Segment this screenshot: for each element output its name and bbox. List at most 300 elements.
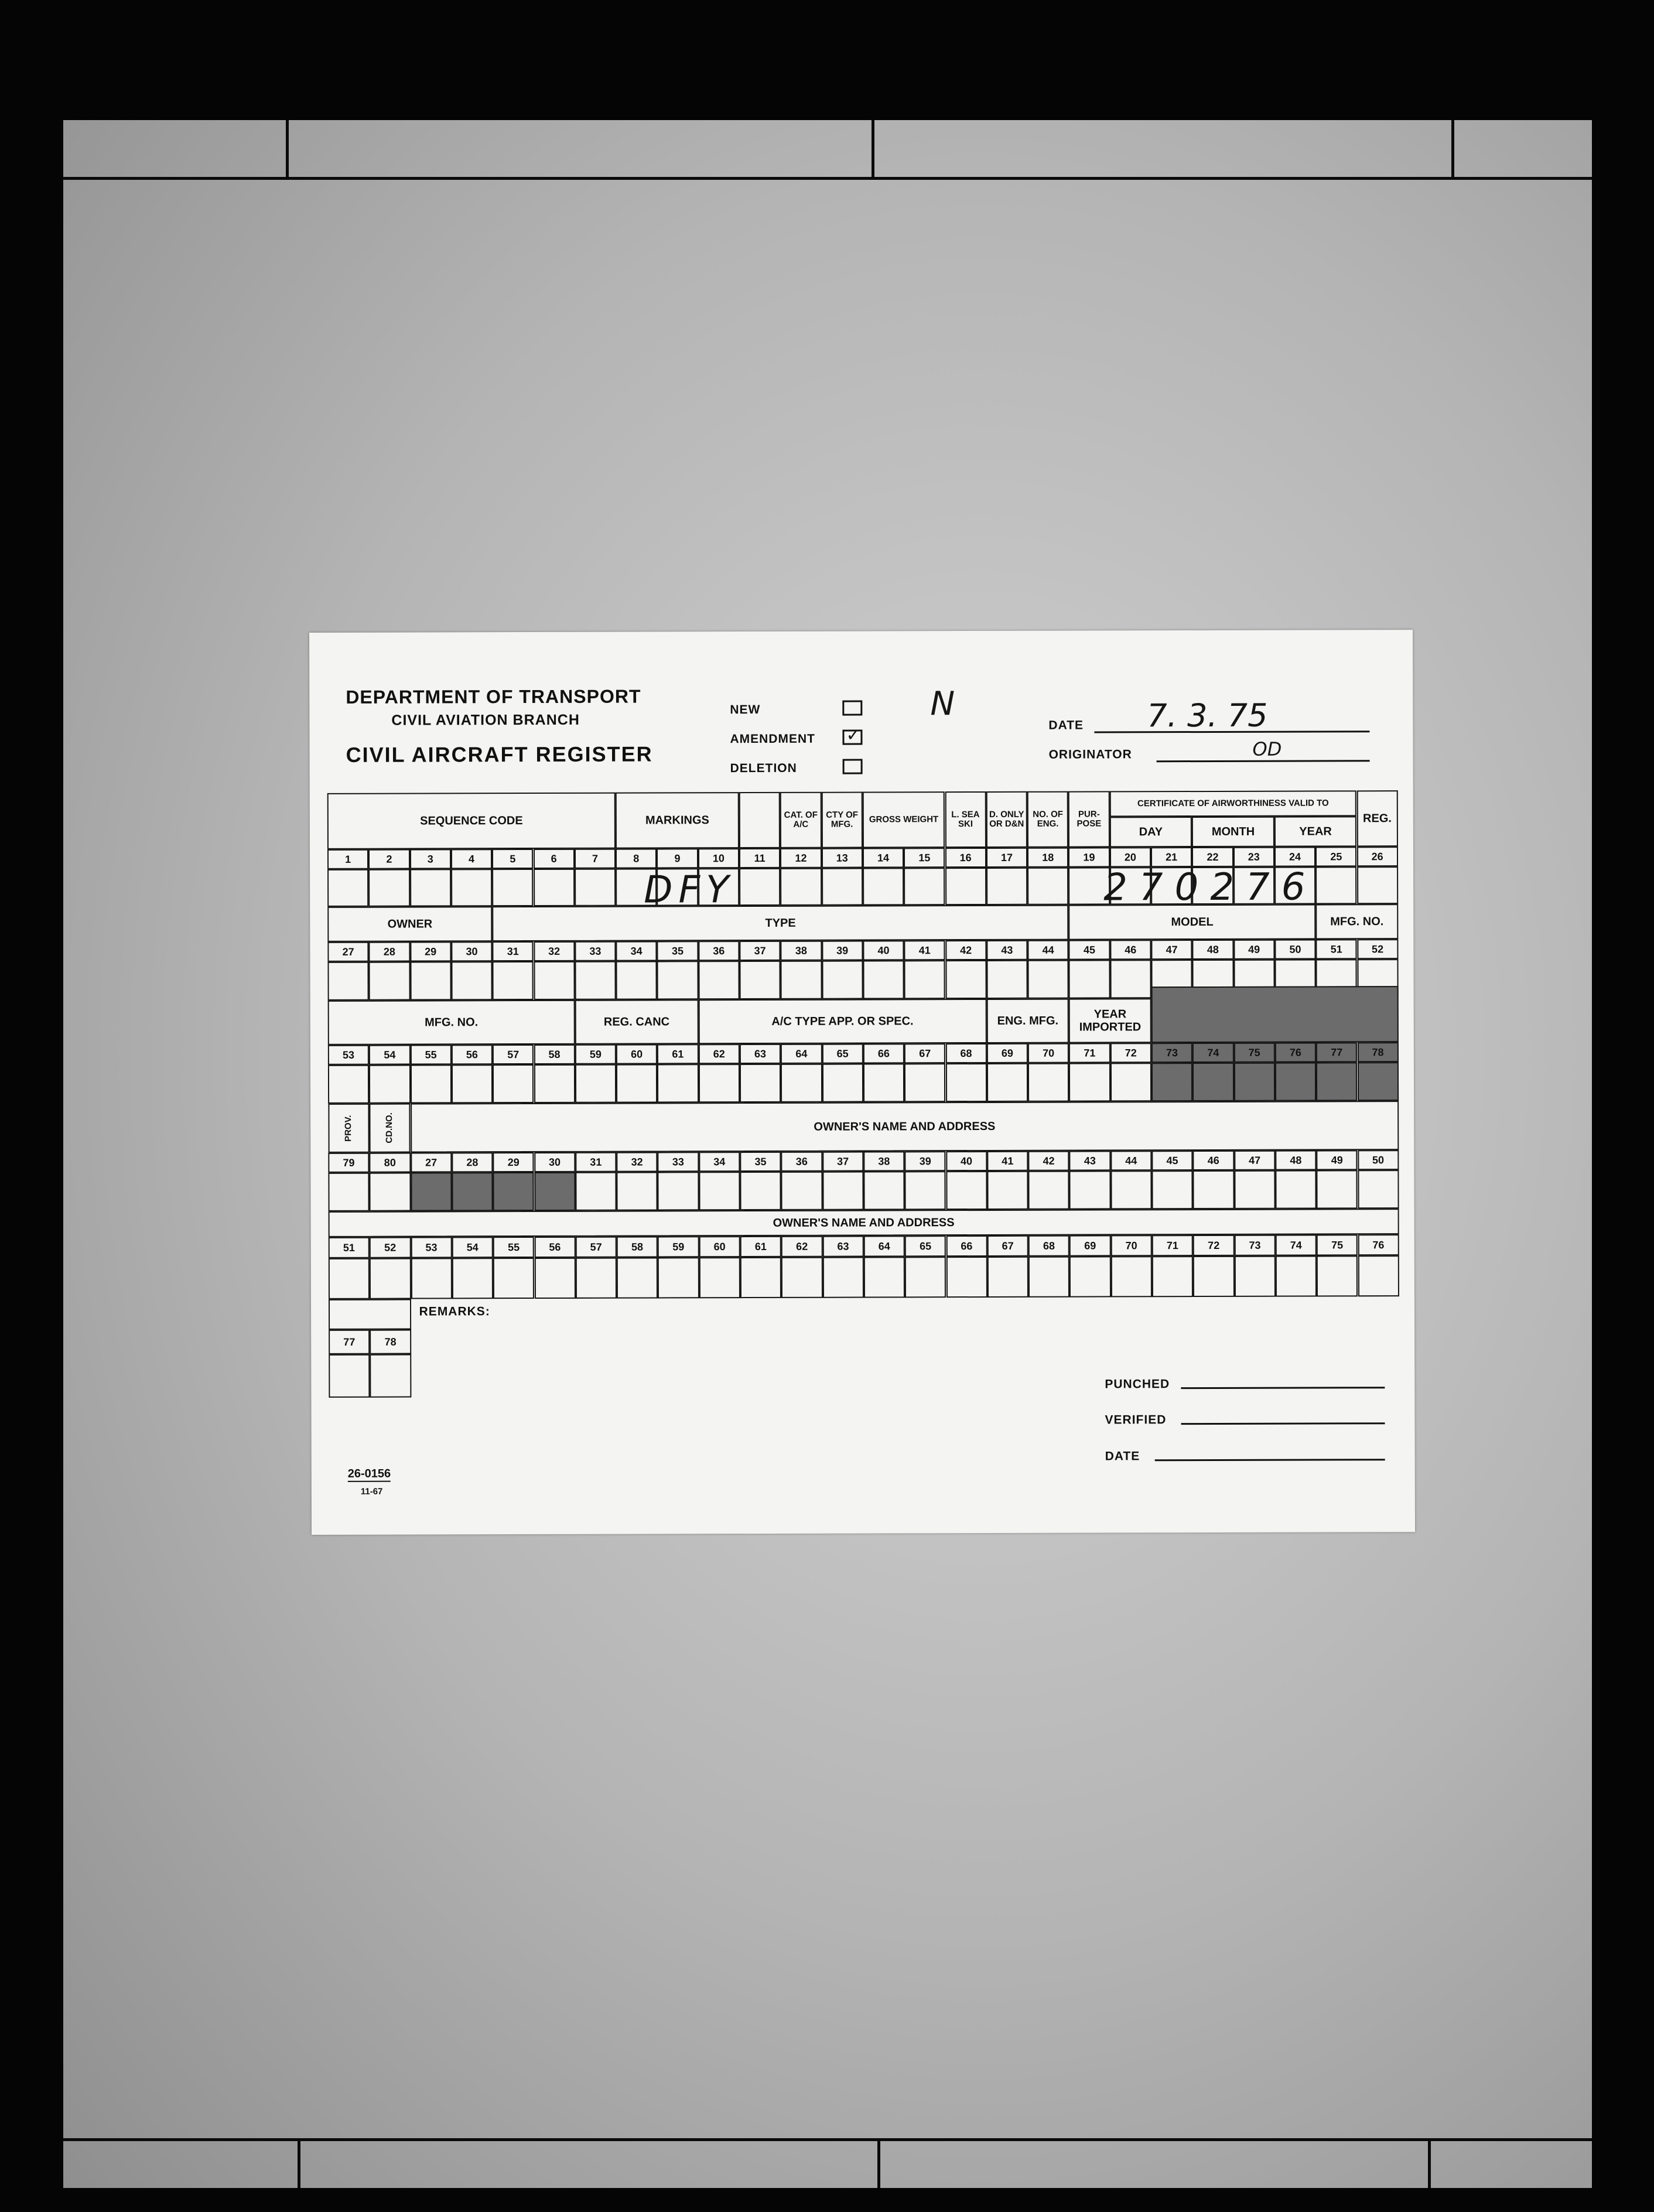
- row1-header-cell: CTY OF MFG.: [821, 792, 863, 848]
- column-number: 32: [616, 1152, 657, 1172]
- column-number: 34: [699, 1152, 740, 1172]
- entry-cell: [987, 1063, 1028, 1102]
- entry-cell: [740, 1172, 781, 1210]
- column-number: 52: [370, 1237, 411, 1258]
- entry-cell: [1152, 1256, 1193, 1297]
- form-edition: 11-67: [360, 1486, 383, 1497]
- entry-cell: [904, 960, 945, 999]
- entry-cell: [987, 1171, 1028, 1210]
- amendment-check-mark: ✓: [846, 725, 861, 746]
- entry-cell: [575, 1172, 616, 1211]
- row2-header-cell: MFG. NO.: [1315, 904, 1398, 939]
- entry-cell: [534, 1064, 575, 1103]
- column-number: 72: [1110, 1043, 1151, 1063]
- column-number: 75: [1317, 1234, 1358, 1255]
- entry-cell: [1028, 1063, 1069, 1102]
- entry-cell: [534, 1258, 575, 1299]
- entry-cell: [1110, 960, 1151, 998]
- entry-cell: [1234, 1256, 1275, 1297]
- column-number: 71: [1152, 1235, 1193, 1256]
- column-number: 79: [328, 1153, 369, 1173]
- entry-cell: [781, 1064, 822, 1102]
- row1-header-cell: D. ONLY OR D&N: [986, 791, 1028, 848]
- frame-top-divider: [286, 120, 289, 179]
- entry-cell: [1151, 1063, 1192, 1101]
- row1-header-cell: MARKINGS: [616, 792, 739, 849]
- column-number: 37: [739, 941, 780, 961]
- entry-cell: [410, 869, 451, 906]
- entry-cell: [740, 1257, 781, 1298]
- column-number: 53: [328, 1045, 369, 1065]
- entry-cell: [1275, 1170, 1316, 1209]
- entry-cell: [1357, 866, 1398, 904]
- column-number: 66: [863, 1043, 904, 1063]
- entry-cell: [575, 869, 616, 906]
- column-number: 67: [904, 1043, 945, 1063]
- column-number: 59: [658, 1236, 699, 1257]
- column-number: 38: [781, 941, 822, 961]
- entry-cell: [411, 1064, 452, 1103]
- register-grid: [309, 630, 1415, 1535]
- column-number: 6: [533, 849, 574, 869]
- footer-date-label: DATE: [1105, 1449, 1140, 1463]
- entry-cell: [1358, 1255, 1399, 1296]
- entry-cell: [822, 1257, 863, 1298]
- column-number: 22: [1192, 847, 1233, 867]
- entry-cell: [493, 1064, 534, 1103]
- column-number: 59: [575, 1044, 616, 1064]
- column-number: 1: [327, 849, 368, 869]
- entry-cell: [739, 868, 780, 906]
- column-number: 64: [781, 1044, 822, 1064]
- entry-cell: [699, 1064, 740, 1102]
- entry-cell: [946, 1171, 987, 1210]
- entry-cell: [534, 1172, 575, 1211]
- entry-cell: [327, 962, 368, 1001]
- column-number: 20: [1110, 847, 1151, 867]
- entry-cell: [327, 869, 368, 907]
- column-number: 50: [1358, 1150, 1399, 1170]
- column-number: 63: [822, 1236, 863, 1257]
- entry-cell: [1317, 1170, 1358, 1209]
- column-number: 76: [1358, 1234, 1399, 1255]
- column-number: 34: [616, 941, 657, 961]
- entry-cell: [329, 1258, 370, 1299]
- row1-header-cell: REG.: [1356, 790, 1398, 846]
- column-number: 80: [370, 1153, 411, 1173]
- certificate-subheader: MONTH: [1192, 817, 1274, 847]
- entry-cell: [493, 1258, 534, 1299]
- entry-cell: [1316, 1062, 1357, 1101]
- entry-cell: [410, 961, 451, 1000]
- column-number: 12: [780, 848, 821, 868]
- entry-cell: [1192, 1063, 1233, 1101]
- entry-cell: [1275, 1063, 1316, 1101]
- column-number: 35: [657, 941, 698, 961]
- entry-cell: [328, 1065, 369, 1104]
- entry-cell: [781, 1257, 822, 1298]
- column-number: 29: [493, 1152, 534, 1172]
- column-number: 47: [1151, 940, 1192, 960]
- column-number: 21: [1151, 847, 1192, 867]
- row1-header-cell: NO. OF ENG.: [1027, 791, 1069, 848]
- department-title: DEPARTMENT OF TRANSPORT: [346, 685, 641, 708]
- row1-header-cell: SEQUENCE CODE: [327, 793, 616, 849]
- row3-header-cell: YEAR IMPORTED: [1069, 998, 1151, 1043]
- entry-cell: [1234, 1063, 1275, 1101]
- entry-cell: [987, 1257, 1028, 1298]
- column-number: 56: [452, 1044, 493, 1064]
- column-number: 51: [1316, 939, 1357, 959]
- entry-cell: [658, 1257, 699, 1298]
- column-number: 14: [863, 848, 904, 868]
- entry-cell: [822, 1064, 863, 1102]
- column-number: 38: [863, 1151, 904, 1171]
- entry-cell: [739, 961, 780, 999]
- column-number: 62: [699, 1044, 740, 1064]
- entry-cell: [657, 961, 698, 999]
- column-number: 74: [1192, 1043, 1233, 1063]
- column-number: 39: [905, 1151, 946, 1171]
- entry-cell: [945, 960, 986, 999]
- column-number: 45: [1069, 940, 1110, 960]
- entry-cell: [370, 1173, 411, 1211]
- row3-header-cell: MFG. NO.: [328, 1000, 575, 1045]
- row3-header-cell: REG. CANC: [575, 999, 698, 1044]
- entry-cell: [822, 1172, 863, 1210]
- entry-cell: [575, 961, 616, 1000]
- entry-cell: [1069, 1170, 1110, 1209]
- column-number: 30: [451, 941, 492, 961]
- entry-cell: [1027, 868, 1068, 905]
- entry-cell: [822, 961, 863, 999]
- column-number: 60: [616, 1044, 657, 1064]
- frame-bottom-divider: [298, 2140, 300, 2188]
- column-number: 47: [1234, 1151, 1275, 1170]
- column-number: 67: [987, 1235, 1028, 1257]
- entry-cell: [864, 1257, 905, 1298]
- column-number: 70: [1110, 1235, 1151, 1256]
- column-number: 57: [493, 1044, 534, 1064]
- column-number: 42: [1028, 1151, 1069, 1171]
- column-number: 65: [822, 1044, 863, 1064]
- column-number: 36: [698, 941, 739, 961]
- entry-cell: [1317, 1255, 1358, 1296]
- entry-cell: [1028, 960, 1069, 999]
- entry-cell: [1028, 1257, 1069, 1298]
- entry-cell: [411, 1258, 452, 1299]
- column-number: 74: [1276, 1235, 1317, 1256]
- column-number: 48: [1275, 1151, 1316, 1170]
- entry-cell: [780, 868, 821, 906]
- column-number: 43: [1069, 1151, 1110, 1170]
- entry-cell: [740, 1064, 781, 1102]
- row3-header-cell: A/C TYPE APP. OR SPEC.: [698, 999, 986, 1044]
- column-number: 68: [1028, 1235, 1069, 1257]
- entry-cell: [493, 1172, 534, 1211]
- originator-label: ORIGINATOR: [1048, 747, 1132, 762]
- column-number: 35: [740, 1152, 781, 1172]
- column-number: 44: [1027, 940, 1068, 960]
- column-number: 53: [411, 1237, 452, 1258]
- entry-cell: [411, 1172, 452, 1211]
- form-title: CIVIL AIRCRAFT REGISTER: [346, 742, 653, 767]
- column-number: 65: [905, 1235, 946, 1257]
- entry-cell: [1193, 1256, 1234, 1297]
- row1-header-cell: [739, 792, 781, 848]
- column-number: 7: [575, 849, 616, 869]
- entry-cell: [1110, 1256, 1151, 1297]
- footer-column-number: 77: [329, 1330, 370, 1354]
- column-number: 33: [575, 941, 616, 961]
- entry-cell: [1110, 1063, 1151, 1101]
- entry-cell: [905, 1171, 946, 1210]
- column-number: 51: [329, 1237, 370, 1258]
- row1-header-cell: PUR-POSE: [1068, 791, 1110, 847]
- entry-cell: [863, 1063, 904, 1102]
- column-number: 2: [368, 849, 409, 869]
- column-number: 42: [945, 940, 986, 960]
- entry-cell: [863, 960, 904, 999]
- entry-cell: [781, 1172, 822, 1210]
- column-number: 62: [781, 1236, 822, 1257]
- column-number: 41: [987, 1151, 1028, 1171]
- date-value: 7. 3. 75: [1147, 697, 1268, 735]
- row2-header-cell: MODEL: [1069, 904, 1316, 940]
- frame-bottom-divider: [877, 2140, 880, 2188]
- entry-cell: [863, 868, 904, 905]
- column-number: 73: [1234, 1235, 1275, 1256]
- column-number: 27: [411, 1152, 452, 1172]
- entry-cell: [945, 1063, 986, 1102]
- column-number: 19: [1068, 847, 1109, 867]
- entry-cell: [452, 1172, 493, 1211]
- column-number: 45: [1151, 1151, 1192, 1170]
- entry-cell: [946, 1257, 987, 1298]
- column-number: 55: [493, 1237, 534, 1258]
- column-number: 31: [493, 941, 534, 961]
- entry-cell: [576, 1258, 617, 1299]
- column-number: 69: [987, 1043, 1028, 1063]
- entry-cell: [370, 1354, 411, 1398]
- column-number: 63: [740, 1044, 781, 1064]
- certificate-subheader: YEAR: [1274, 816, 1357, 846]
- row1-header-cell: L. SEA SKI: [945, 791, 986, 848]
- entry-cell: [945, 868, 986, 905]
- amendment-label: AMENDMENT: [730, 732, 816, 746]
- verified-label: VERIFIED: [1105, 1413, 1167, 1427]
- entry-cell: [368, 869, 409, 907]
- column-number: 49: [1317, 1150, 1358, 1170]
- branch-title: CIVIL AVIATION BRANCH: [391, 711, 580, 729]
- column-number: 61: [657, 1044, 698, 1064]
- entry-cell: [370, 1258, 411, 1299]
- new-label: NEW: [730, 702, 761, 717]
- column-number: 11: [739, 848, 780, 868]
- entry-cell: [1234, 1170, 1275, 1209]
- entry-cell: [452, 1064, 493, 1103]
- column-number: 24: [1274, 847, 1315, 867]
- row1-header-cell: CAT. OF A/C: [780, 792, 822, 848]
- column-number: 58: [617, 1236, 658, 1257]
- markings-value: DFY: [644, 868, 735, 912]
- column-number: 31: [575, 1152, 616, 1172]
- row2-header-cell: OWNER: [327, 906, 492, 942]
- footer-column-number: 78: [370, 1330, 411, 1354]
- entry-cell: [493, 961, 534, 1000]
- deletion-label: DELETION: [730, 761, 797, 776]
- column-number: 13: [822, 848, 863, 868]
- date-label: DATE: [1048, 718, 1084, 732]
- entry-cell: [657, 1064, 698, 1102]
- column-number: 30: [534, 1152, 575, 1172]
- column-number: 41: [904, 940, 945, 960]
- entry-cell: [986, 868, 1027, 905]
- column-number: 15: [904, 848, 945, 868]
- column-number: 25: [1315, 846, 1356, 866]
- column-number: 69: [1069, 1235, 1110, 1256]
- entry-cell: [452, 1258, 493, 1299]
- column-number: 54: [369, 1045, 410, 1065]
- aircraft-register-card: [309, 630, 1415, 1535]
- column-number: 46: [1193, 1151, 1234, 1170]
- column-number: 57: [575, 1237, 616, 1258]
- shaded-block: [1151, 986, 1399, 1043]
- column-number: 78: [1357, 1042, 1398, 1062]
- entry-cell: [369, 962, 410, 1001]
- column-number: 9: [657, 848, 698, 868]
- column-number: 49: [1233, 940, 1274, 960]
- entry-cell: [617, 1257, 658, 1298]
- entry-cell: [616, 1064, 657, 1102]
- column-number: 33: [658, 1152, 699, 1172]
- column-number: 58: [534, 1044, 575, 1064]
- column-number: 26: [1356, 846, 1397, 866]
- frame-top-divider: [872, 120, 874, 179]
- entry-cell: [1193, 1170, 1234, 1209]
- entry-cell: [904, 868, 945, 905]
- status-mark: N: [930, 685, 955, 723]
- column-number: 44: [1110, 1151, 1151, 1170]
- column-number: 32: [534, 941, 575, 961]
- entry-cell: [1358, 1170, 1399, 1209]
- column-number: 3: [410, 849, 451, 869]
- column-number: 4: [451, 849, 492, 869]
- column-number: 70: [1028, 1043, 1069, 1063]
- certificate-date-value: 270276: [1103, 865, 1317, 910]
- entry-cell: [699, 1172, 740, 1210]
- entry-cell: [1028, 1171, 1069, 1210]
- entry-cell: [699, 1257, 740, 1298]
- column-number: 23: [1233, 847, 1274, 867]
- column-number: 40: [946, 1151, 987, 1171]
- originator-value: OD: [1252, 738, 1282, 760]
- row3-header-cell: ENG. MFG.: [986, 999, 1069, 1043]
- entry-cell: [1276, 1256, 1317, 1297]
- entry-cell: [575, 1064, 616, 1103]
- row2-header-cell: TYPE: [492, 905, 1068, 942]
- punched-label: PUNCHED: [1105, 1377, 1170, 1391]
- frame-bottom-rule: [63, 2138, 1592, 2141]
- column-number: 66: [946, 1235, 987, 1257]
- entry-cell: [1069, 1256, 1110, 1297]
- entry-cell: [328, 1173, 369, 1211]
- row1-header-cell: GROSS WEIGHT: [863, 791, 945, 848]
- column-number: 16: [945, 848, 986, 868]
- entry-cell: [617, 1172, 658, 1210]
- frame-bottom-divider: [1428, 2140, 1431, 2188]
- entry-cell: [863, 1171, 904, 1210]
- entry-cell: [492, 869, 533, 906]
- row4-side-label: CD.NO.: [369, 1104, 411, 1153]
- row4-header: OWNER'S NAME AND ADDRESS: [411, 1101, 1399, 1152]
- column-number: 68: [945, 1043, 986, 1063]
- entry-cell: [822, 868, 863, 906]
- column-number: 29: [410, 941, 451, 961]
- entry-cell: [616, 961, 657, 999]
- column-number: 54: [452, 1237, 493, 1258]
- column-number: 61: [740, 1236, 781, 1257]
- column-number: 73: [1151, 1043, 1192, 1063]
- entry-cell: [534, 961, 575, 1000]
- remarks-label: REMARKS:: [419, 1305, 490, 1319]
- column-number: 55: [410, 1044, 451, 1064]
- frame-top-rule: [63, 177, 1592, 180]
- entry-cell: [451, 869, 492, 906]
- entry-cell: [904, 1063, 945, 1102]
- frame-top-divider: [1451, 120, 1454, 179]
- column-number: 77: [1316, 1042, 1357, 1062]
- column-number: 18: [1027, 848, 1068, 868]
- column-number: 10: [698, 848, 739, 868]
- column-number: 36: [781, 1152, 822, 1172]
- column-number: 27: [327, 942, 368, 962]
- column-number: 60: [699, 1236, 740, 1257]
- column-number: 28: [452, 1152, 493, 1172]
- entry-cell: [905, 1257, 946, 1298]
- column-number: 39: [822, 941, 863, 961]
- column-number: 5: [492, 849, 533, 869]
- column-number: 50: [1274, 940, 1315, 960]
- column-number: 28: [369, 942, 410, 962]
- column-number: 43: [986, 940, 1027, 960]
- column-number: 52: [1357, 939, 1398, 959]
- entry-cell: [986, 960, 1027, 999]
- entry-cell: [781, 961, 822, 999]
- entry-cell: [1069, 1063, 1110, 1101]
- entry-cell: [329, 1354, 370, 1398]
- entry-cell: [1069, 960, 1110, 998]
- entry-cell: [369, 1065, 410, 1104]
- column-number: 76: [1275, 1043, 1316, 1063]
- entry-cell: [1315, 866, 1356, 904]
- entry-cell: [698, 961, 739, 999]
- entry-cell: [658, 1172, 699, 1210]
- column-number: 71: [1069, 1043, 1110, 1063]
- column-number: 37: [822, 1152, 863, 1172]
- column-number: 75: [1233, 1043, 1274, 1063]
- column-number: 8: [616, 848, 657, 868]
- column-number: 56: [534, 1237, 575, 1258]
- certificate-header: CERTIFICATE OF AIRWORTHINESS VALID TO: [1109, 790, 1356, 817]
- row5-header: OWNER'S NAME AND ADDRESS: [329, 1209, 1399, 1237]
- column-number: 48: [1192, 940, 1233, 960]
- entry-cell: [1110, 1170, 1151, 1209]
- footer-blank-cell: [329, 1299, 411, 1330]
- column-number: 46: [1110, 940, 1151, 960]
- certificate-subheader: DAY: [1110, 817, 1192, 847]
- row4-side-label: PROV.: [328, 1104, 370, 1153]
